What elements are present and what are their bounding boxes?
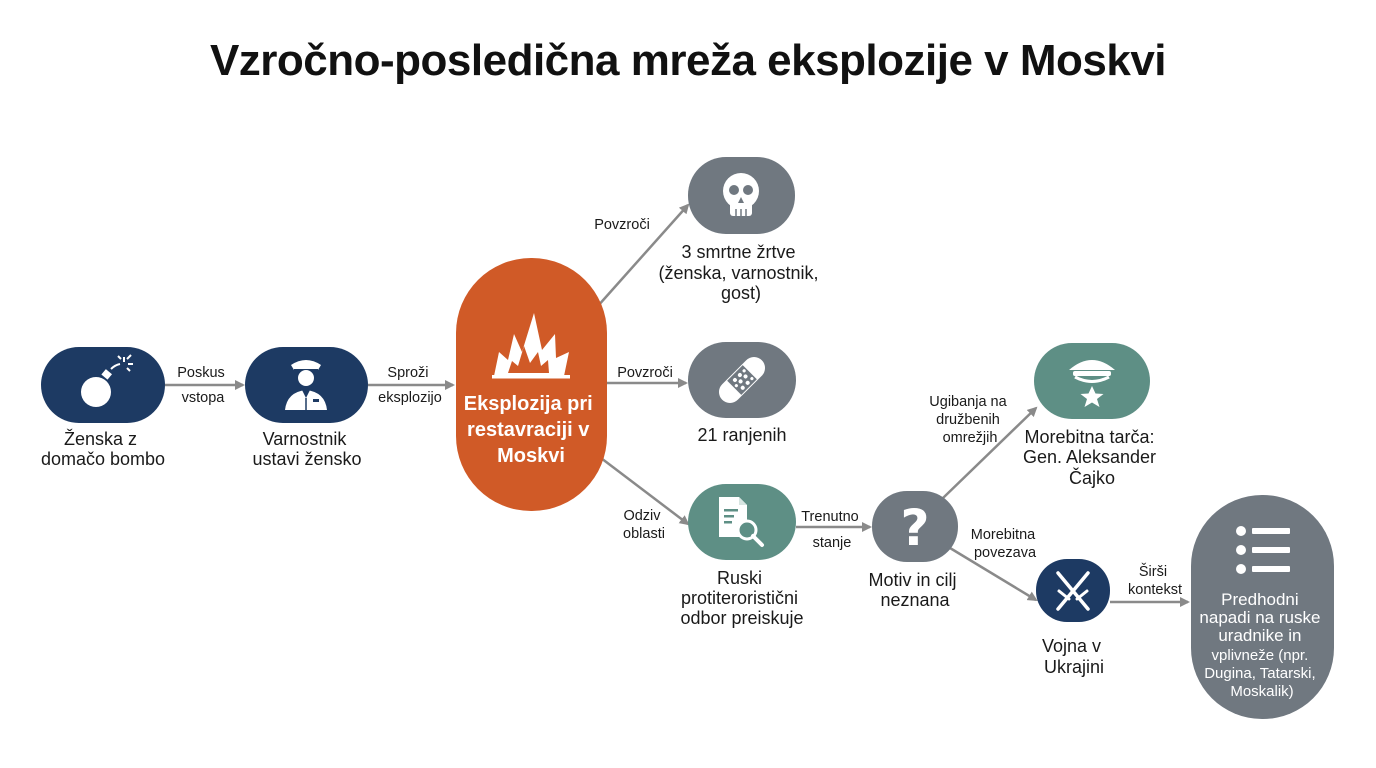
node-label-explosion: Eksplozija pri restavraciji v Moskvi [463, 393, 593, 467]
edge-label-current-state: Trenutno stanje [801, 509, 859, 551]
list-icon [1236, 526, 1290, 574]
edge-label-trigger: Sproži eksplozijo [378, 365, 442, 406]
node-label-war: Vojna v Ukrajini [1041, 636, 1105, 677]
edge-label-possible-link: Morebitna povezava [970, 527, 1037, 561]
node-motive-unknown [868, 491, 961, 610]
node-injured [688, 342, 796, 445]
node-possible-target [1023, 343, 1161, 488]
edge-label-social-speculation: Ugibanja na družbenih omrežjih [929, 394, 1007, 446]
node-label-previous: Predhodni napadi na ruske uradnike in vplivneže (npr. Dugina, Tatarski, Moskalik) [1199, 590, 1321, 700]
node-label-deaths: 3 smrtne žrtve (ženska, varnostnik, gost) [658, 242, 819, 303]
edge-label-causes-deaths: Povzroči [594, 217, 650, 233]
node-previous-attacks [1191, 495, 1334, 719]
question-icon: ? [900, 499, 930, 557]
edge-label-attempted-entry: Poskus vstopa [177, 365, 225, 406]
edge-label-authority-response: Odziv oblasti [623, 508, 665, 542]
node-security-guard [245, 347, 368, 469]
node-label-injured: 21 ranjenih [697, 425, 787, 445]
node-label-target: Morebitna tarča: Gen. Aleksander Čajko [1022, 427, 1157, 488]
node-counterterrorism-committee [680, 484, 803, 628]
node-explosion [456, 258, 607, 511]
node-label-committee: Ruski protiteroristični odbor preiskuje [680, 568, 804, 628]
node-label-motive: Motiv in cilj neznana [868, 570, 957, 610]
node-label-guard: Varnostnik ustavi žensko [252, 429, 362, 469]
node-woman-with-bomb [41, 347, 165, 469]
diagram-title: Vzročno-posledična mreža eksplozije v Moskvi [209, 36, 1167, 85]
node-deaths [658, 157, 823, 303]
node-label-woman: Ženska z domačo bombo [40, 429, 166, 469]
edge-label-wider-context: Širši kontekst [1128, 564, 1182, 598]
edge-label-causes-injuries: Povzroči [617, 365, 673, 381]
node-war-in-ukraine [1036, 559, 1110, 677]
